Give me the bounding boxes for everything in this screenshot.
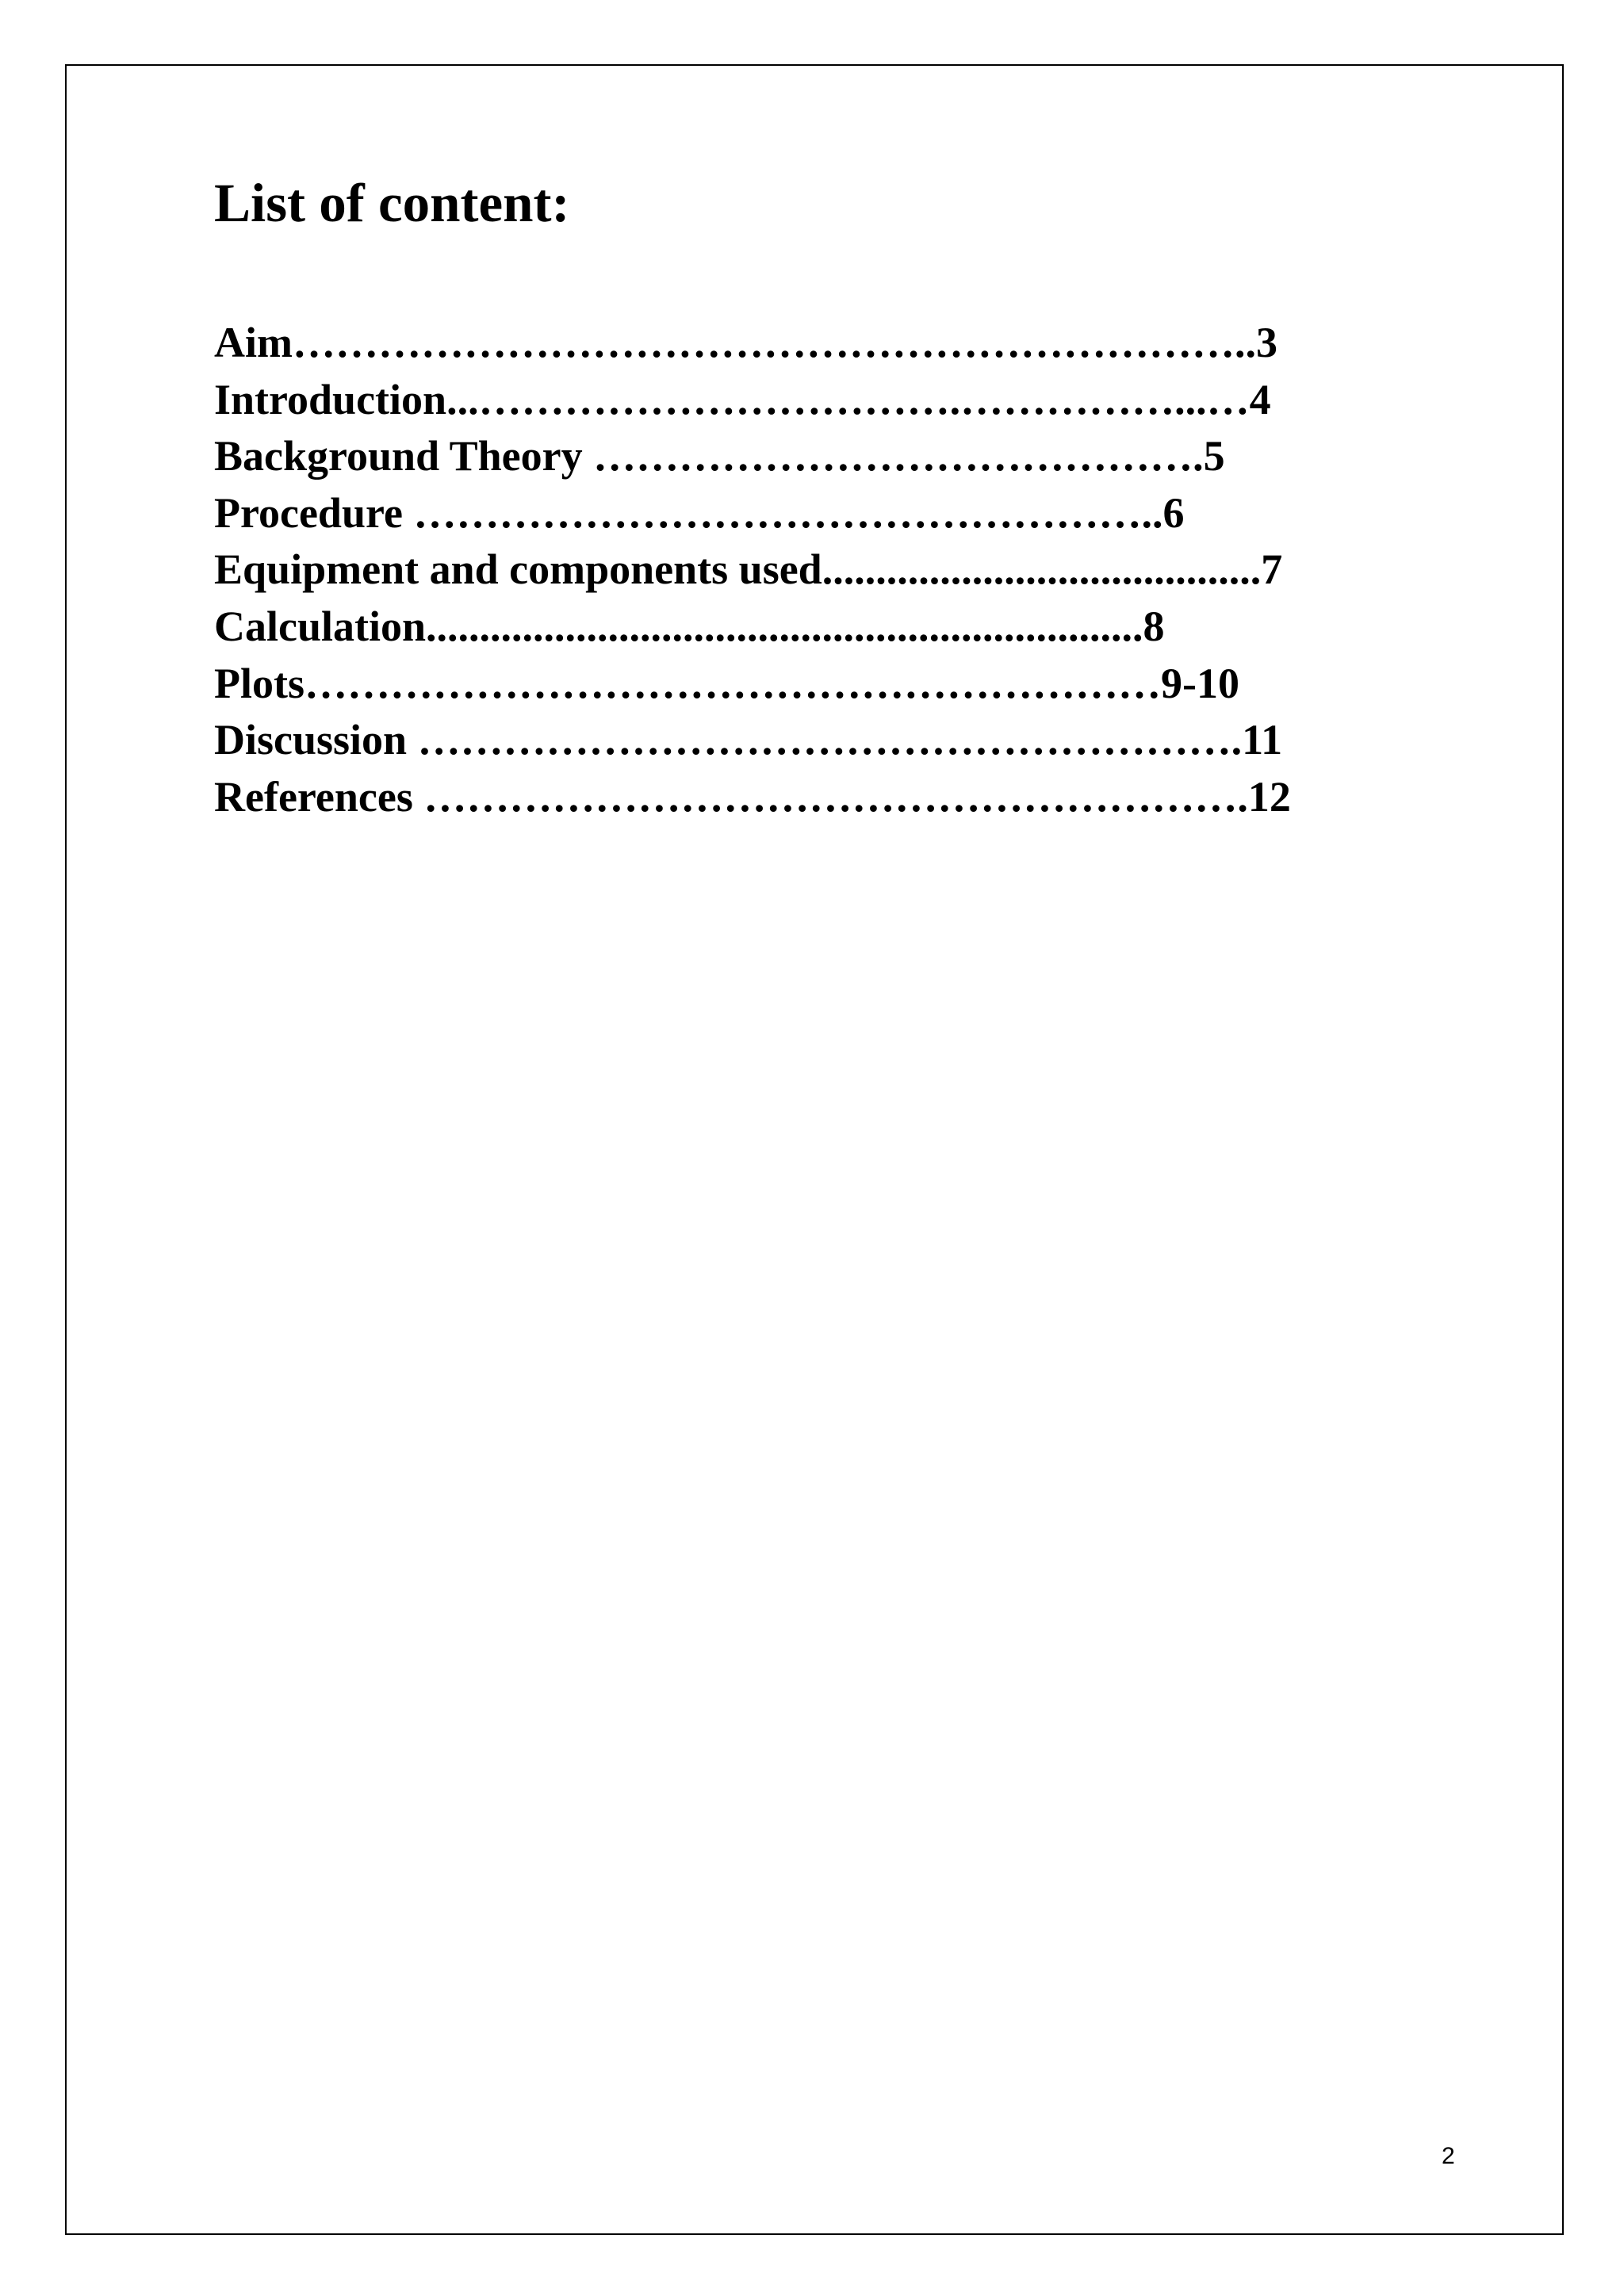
toc-entry-aim: Aim…………………………………………………………..3 <box>214 319 1277 366</box>
toc-entry-equipment: Equipment and components used.........................................7 <box>214 545 1283 594</box>
page-title: List of content: <box>214 173 570 233</box>
toc-entry-plots: Plots……………………………………………………9-10 <box>214 659 1239 707</box>
toc-entry-introduction: Introduction...…………………………….……………...…4 <box>214 375 1271 423</box>
toc-entry-background-theory: Background Theory …………………………………….5 <box>214 432 1225 480</box>
toc-entry-references: References ………………………………………………….12 <box>214 772 1291 821</box>
table-of-contents <box>214 315 1291 825</box>
toc-entry-procedure: Procedure ……………………………………………..6 <box>214 488 1185 537</box>
toc-entry-discussion: Discussion ………………………………………………….11 <box>214 716 1283 764</box>
page-number: 2 <box>1442 2143 1455 2169</box>
toc-entry-calculation: Calculation...................................................................8 <box>214 602 1165 650</box>
